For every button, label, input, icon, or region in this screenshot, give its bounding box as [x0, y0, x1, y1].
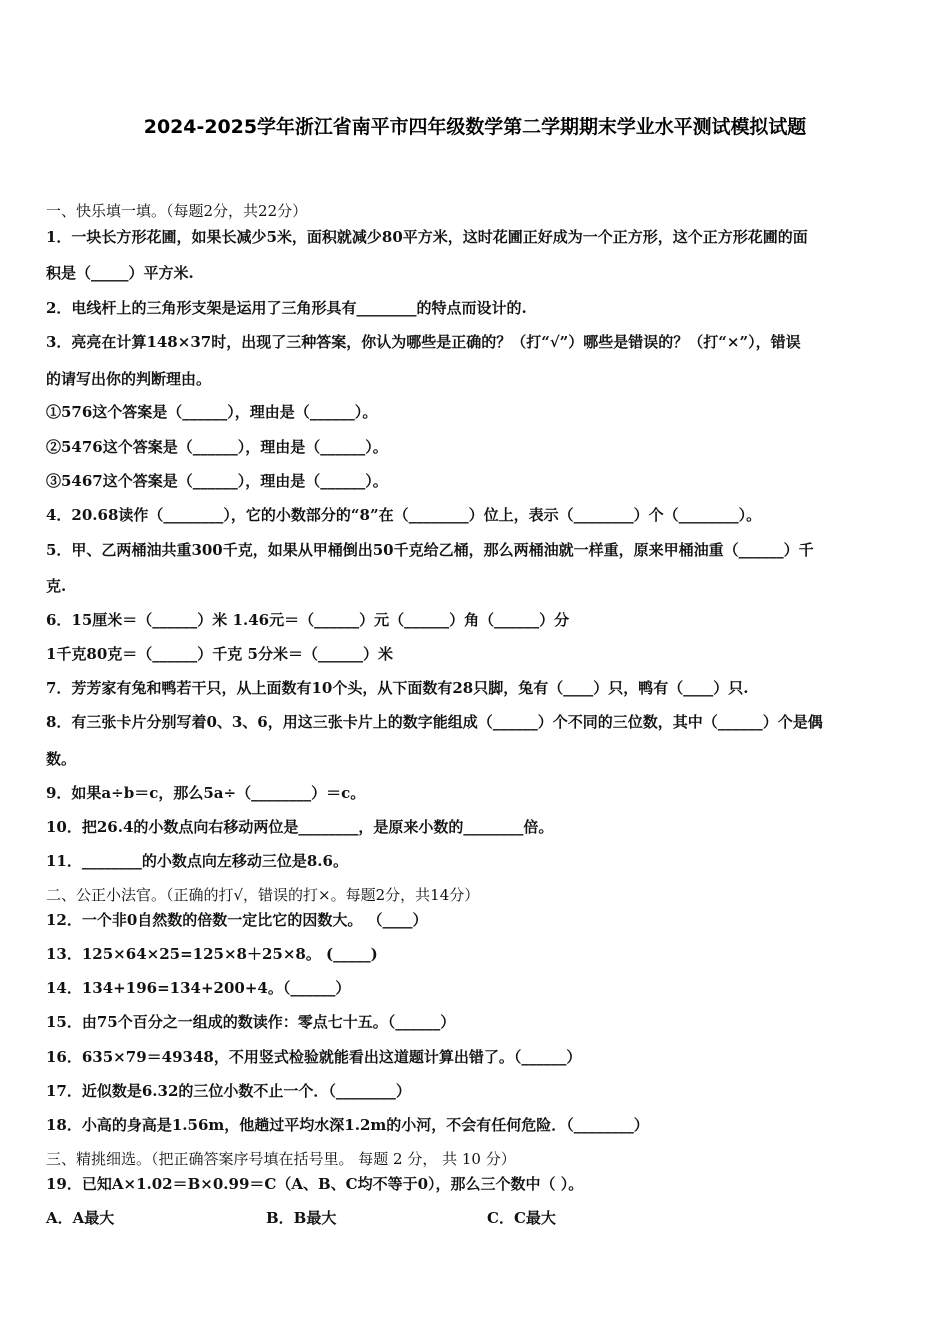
question-5-line-2: 克. [46, 577, 67, 595]
section-2-heading: 二、公正小法官。（正确的打√，错误的打×。每题2分，共14分） [46, 886, 480, 904]
question-7: 7．芳芳家有兔和鸭若干只，从上面数有10个头，从下面数有28只脚，兔有（____）只，鸭有（____）只. [46, 679, 749, 697]
question-8-line-2: 数。 [46, 750, 77, 768]
question-1-line-2: 积是（_____）平方米. [46, 264, 194, 282]
question-4: 4．20.68读作（________），它的小数部分的“8”在（________）位上，表示（________）个（________）。 [46, 506, 762, 524]
question-8-line-1: 8．有三张卡片分别写着0、3、6，用这三张卡片上的数字能组成（______）个不同的三位数，其中（______）个是偶 [46, 713, 823, 731]
option-a: A．A最大 [46, 1209, 115, 1227]
question-9: 9．如果a÷b＝c，那么5a÷（________）＝c。 [46, 784, 366, 802]
question-5-line-1: 5．甲、乙两桶油共重300千克，如果从甲桶倒出50千克给乙桶，那么两桶油就一样重，原来甲桶油重（______）千 [46, 541, 814, 559]
question-17: 17．近似数是6.32的三位小数不止一个．（________） [46, 1082, 411, 1100]
question-6-line-2: 1千克80克＝（______）千克 5分米＝（______）米 [46, 645, 393, 663]
question-13: 13．125×64×25=125×8＋25×8。 (_____) [46, 945, 378, 963]
option-b: B．B最大 [266, 1209, 337, 1227]
question-3-item-1: ①576这个答案是（______），理由是（______）。 [46, 403, 378, 421]
section-3-heading: 三、精挑细选。（把正确答案序号填在括号里。 每题 2 分， 共 10 分） [46, 1150, 516, 1168]
question-11: 11．________的小数点向左移动三位是8.6。 [46, 852, 348, 870]
question-3-item-2: ②5476这个答案是（______），理由是（______）。 [46, 438, 388, 456]
question-3-line-1: 3．亮亮在计算148×37时，出现了三种答案，你认为哪些是正确的？（打“√”）哪些是错误的？（打“×”），错误 [46, 333, 801, 351]
question-14: 14．134+196=134+200+4。（______） [46, 979, 351, 997]
question-18: 18．小高的身高是1.56m，他趟过平均水深1.2m的小河，不会有任何危险．（________） [46, 1116, 649, 1134]
question-19: 19．已知A×1.02＝B×0.99＝C（A、B、C均不等于0），那么三个数中（ ）。 [46, 1175, 584, 1193]
question-2: 2．电线杆上的三角形支架是运用了三角形具有________的特点而设计的. [46, 299, 527, 317]
question-10: 10．把26.4的小数点向右移动两位是________，是原来小数的________倍。 [46, 818, 554, 836]
question-12: 12．一个非0自然数的倍数一定比它的因数大。 （____） [46, 911, 428, 929]
question-15: 15．由75个百分之一组成的数读作：零点七十五。（______） [46, 1013, 456, 1031]
question-3-item-3: ③5467这个答案是（______），理由是（______）。 [46, 472, 388, 490]
page-title: 2024-2025学年浙江省南平市四年级数学第二学期期末学业水平测试模拟试题 [143, 116, 807, 138]
question-16: 16．635×79＝49348，不用竖式检验就能看出这道题计算出错了。（______） [46, 1048, 582, 1066]
option-c: C．C最大 [487, 1209, 556, 1227]
question-1-line-1: 1．一块长方形花圃，如果长减少5米，面积就减少80平方米，这时花圃正好成为一个正方形，这个正方形花圃的面 [46, 228, 808, 246]
question-6-line-1: 6．15厘米＝（______）米 1.46元＝（______）元（______）角（______）分 [46, 611, 570, 629]
section-1-heading: 一、快乐填一填。（每题2分，共22分） [46, 202, 308, 220]
question-3-line-2: 的请写出你的判断理由。 [46, 370, 212, 388]
